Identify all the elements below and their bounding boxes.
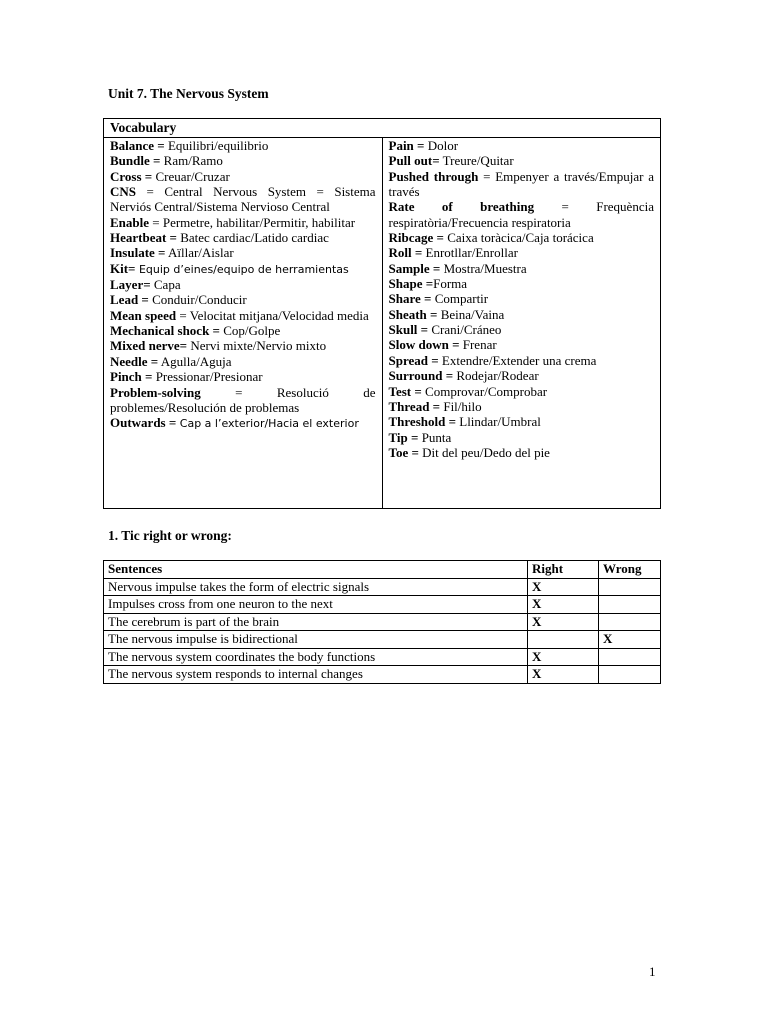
wrong-mark-cell [599, 578, 661, 596]
vocabulary-definition: Equilibri/equilibrio [164, 138, 269, 153]
vocabulary-term: CNS [110, 184, 137, 200]
vocabulary-entry [110, 369, 376, 384]
vocabulary-term: Skull = [388, 322, 429, 338]
wrong-mark-cell: X [599, 631, 661, 649]
vocabulary-definition: Capa [150, 277, 181, 293]
right-mark-cell: X [528, 613, 599, 631]
vocabulary-term: Sheath = [388, 306, 438, 322]
vocabulary-term: Mean speed [110, 307, 177, 323]
vocabulary-entry [110, 261, 376, 277]
vocabulary-entry [110, 308, 376, 323]
vocabulary-term: Rate of breathing [388, 199, 535, 215]
vocabulary-term: Layer= [110, 277, 151, 293]
vocabulary-definition: = Velocitat mitjana/Velocidad media [176, 307, 369, 323]
vocabulary-term: Slow down = [388, 337, 460, 353]
vocabulary-entry [389, 337, 655, 352]
vocabulary-term: Tip = [388, 429, 419, 445]
vocabulary-entry [110, 415, 376, 431]
vocabulary-term: Pain = [388, 138, 425, 153]
vocabulary-term: Lead = [110, 292, 149, 308]
vocabulary-definition: Extendre/Extender una crema [438, 352, 597, 368]
right-mark-cell: X [528, 578, 599, 596]
vocabulary-definition: Ram/Ramo [160, 153, 223, 169]
vocabulary-term: Ribcage = [388, 230, 444, 246]
sentence-cell: The nervous system coordinates the body functions [104, 648, 528, 666]
vocabulary-definition: Compartir [431, 291, 489, 307]
vocabulary-entry [110, 138, 376, 153]
right-mark-cell [528, 631, 599, 649]
vocabulary-definition: Dolor [424, 138, 459, 153]
sentence-cell: Impulses cross from one neuron to the next [104, 596, 528, 614]
vocabulary-entry [110, 245, 376, 260]
vocabulary-entry [389, 199, 655, 230]
vocabulary-definition: Cop/Golpe [219, 323, 281, 339]
vocabulary-term: Spread = [388, 352, 439, 368]
right-wrong-table [103, 560, 661, 684]
right-mark-cell: X [528, 648, 599, 666]
vocabulary-term: Balance = [110, 138, 165, 153]
vocabulary-term: Needle = [110, 353, 159, 369]
vocabulary-definition: = Central Nervous System = Sistema Nerviós Central/Sistema Nervioso Central [110, 184, 376, 215]
vocabulary-entry [389, 153, 655, 168]
vocabulary-entry [389, 307, 655, 322]
vocabulary-term: Pinch = [110, 369, 153, 385]
vocabulary-term: Bundle = [110, 153, 161, 169]
vocabulary-definition: Nervi mixte/Nervio mixto [187, 338, 327, 354]
vocabulary-definition: Forma [433, 276, 468, 292]
page-title: Unit 7. The Nervous System [108, 86, 269, 101]
column-header-right: Right [528, 561, 599, 579]
vocabulary-entry [110, 338, 376, 353]
vocabulary-entry [389, 430, 655, 445]
vocabulary-term: Pull out= [388, 153, 440, 169]
vocabulary-term: Outwards = [110, 415, 177, 431]
vocabulary-entry [389, 291, 655, 306]
vocabulary-term: Mechanical shock = [110, 323, 220, 339]
vocabulary-definition: Dit del peu/Dedo del pie [418, 444, 550, 460]
vocabulary-term: Heartbeat = [110, 230, 177, 246]
vocabulary-term: Kit= [110, 260, 136, 276]
vocabulary-term: Shape = [388, 276, 434, 292]
vocabulary-definition: Comprovar/Comprobar [421, 383, 548, 399]
vocabulary-term: Sample = [388, 260, 441, 276]
vocabulary-entry [110, 292, 376, 307]
vocabulary-definition: Pressionar/Presionar [152, 369, 263, 385]
vocabulary-entry [389, 368, 655, 383]
vocabulary-definition: Punta [418, 429, 452, 445]
vocabulary-term: Share = [388, 291, 432, 307]
vocabulary-term: Mixed nerve= [110, 338, 188, 354]
vocabulary-definition: Mostra/Muestra [440, 260, 527, 276]
sentence-cell: The nervous impulse is bidirectional [104, 631, 528, 649]
table-header-row [104, 561, 661, 579]
vocabulary-entry [389, 138, 655, 153]
exercise-heading: 1. Tic right or wrong: [108, 528, 232, 543]
vocabulary-entry [110, 354, 376, 369]
vocabulary-term: Thread = [388, 398, 441, 414]
page-number: 1 [649, 964, 656, 979]
vocabulary-entry [389, 169, 655, 200]
vocabulary-term: Cross = [110, 168, 153, 184]
vocabulary-definition: = Permetre, habilitar/Permitir, habilitar [149, 214, 356, 230]
vocabulary-term: Surround = [388, 368, 454, 384]
sentence-cell: The nervous system responds to internal changes [104, 666, 528, 684]
vocabulary-definition: Enrotllar/Enrollar [422, 245, 518, 261]
vocabulary-definition: Conduir/Conducir [148, 292, 247, 308]
vocabulary-definition: Cap a l’exterior/Hacia el exterior [176, 417, 359, 431]
vocabulary-term: Toe = [388, 444, 419, 460]
vocabulary-term: Pushed through [388, 168, 479, 184]
vocabulary-entry [389, 414, 655, 429]
column-header-sentences: Sentences [104, 561, 528, 579]
vocabulary-entry [389, 245, 655, 260]
vocabulary-definition: Crani/Cráneo [428, 322, 502, 338]
vocabulary-definition: Equip d’eines/equipo de herramientas [135, 262, 349, 276]
vocabulary-definition: = Resolució de problemes/Resolución de problemas [110, 384, 376, 415]
sentence-cell: Nervous impulse takes the form of electric signals [104, 578, 528, 596]
wrong-mark-cell [599, 648, 661, 666]
vocabulary-right-column [382, 138, 661, 509]
vocabulary-term: Threshold = [388, 414, 456, 430]
vocabulary-entry [389, 230, 655, 245]
vocabulary-term: Problem-solving [110, 384, 201, 400]
vocabulary-entry [389, 322, 655, 337]
vocabulary-table [103, 118, 661, 509]
vocabulary-definition: Beina/Vaina [437, 306, 505, 322]
table-row [104, 666, 661, 684]
table-row [104, 578, 661, 596]
vocabulary-term: Roll = [388, 245, 423, 261]
vocabulary-definition: Creuar/Cruzar [152, 168, 230, 184]
vocabulary-term: Insulate = [110, 245, 166, 261]
wrong-mark-cell [599, 666, 661, 684]
table-row [104, 648, 661, 666]
vocabulary-entry [110, 277, 376, 292]
vocabulary-entry [110, 184, 376, 215]
vocabulary-entry [389, 276, 655, 291]
vocabulary-definition: Rodejar/Rodear [453, 368, 539, 384]
vocabulary-definition: Aïllar/Aislar [165, 245, 234, 261]
vocabulary-heading: Vocabulary [104, 119, 661, 138]
vocabulary-entry [389, 384, 655, 399]
vocabulary-definition: Caixa toràcica/Caja torácica [443, 230, 594, 246]
vocabulary-entry [110, 323, 376, 338]
vocabulary-entry [389, 261, 655, 276]
vocabulary-entry [389, 353, 655, 368]
vocabulary-definition: Agulla/Aguja [158, 353, 232, 369]
column-header-wrong: Wrong [599, 561, 661, 579]
vocabulary-definition: = Empenyer a través/Empujar a través [388, 168, 654, 200]
sentence-cell: The cerebrum is part of the brain [104, 613, 528, 631]
right-mark-cell: X [528, 596, 599, 614]
vocabulary-definition: Treure/Quitar [439, 153, 514, 169]
vocabulary-definition: = Frequència respiratòria/Frecuencia respiratoria [388, 199, 654, 230]
wrong-mark-cell [599, 596, 661, 614]
vocabulary-definition: Batec cardiac/Latido cardiac [176, 230, 329, 246]
vocabulary-term: Enable [110, 214, 150, 230]
vocabulary-entry [110, 230, 376, 245]
vocabulary-entry [110, 385, 376, 416]
table-row [104, 631, 661, 649]
vocabulary-entry [110, 169, 376, 184]
vocabulary-entry [110, 153, 376, 168]
vocabulary-definition: Frenar [459, 337, 497, 353]
table-row [104, 596, 661, 614]
table-row [104, 613, 661, 631]
vocabulary-left-column [104, 138, 383, 509]
vocabulary-term: Test = [388, 383, 422, 399]
vocabulary-definition: Fil/hilo [440, 398, 482, 414]
vocabulary-entry [389, 445, 655, 460]
vocabulary-entry [110, 215, 376, 230]
wrong-mark-cell [599, 613, 661, 631]
vocabulary-entry [389, 399, 655, 414]
right-mark-cell: X [528, 666, 599, 684]
vocabulary-definition: Llindar/Umbral [456, 414, 541, 430]
